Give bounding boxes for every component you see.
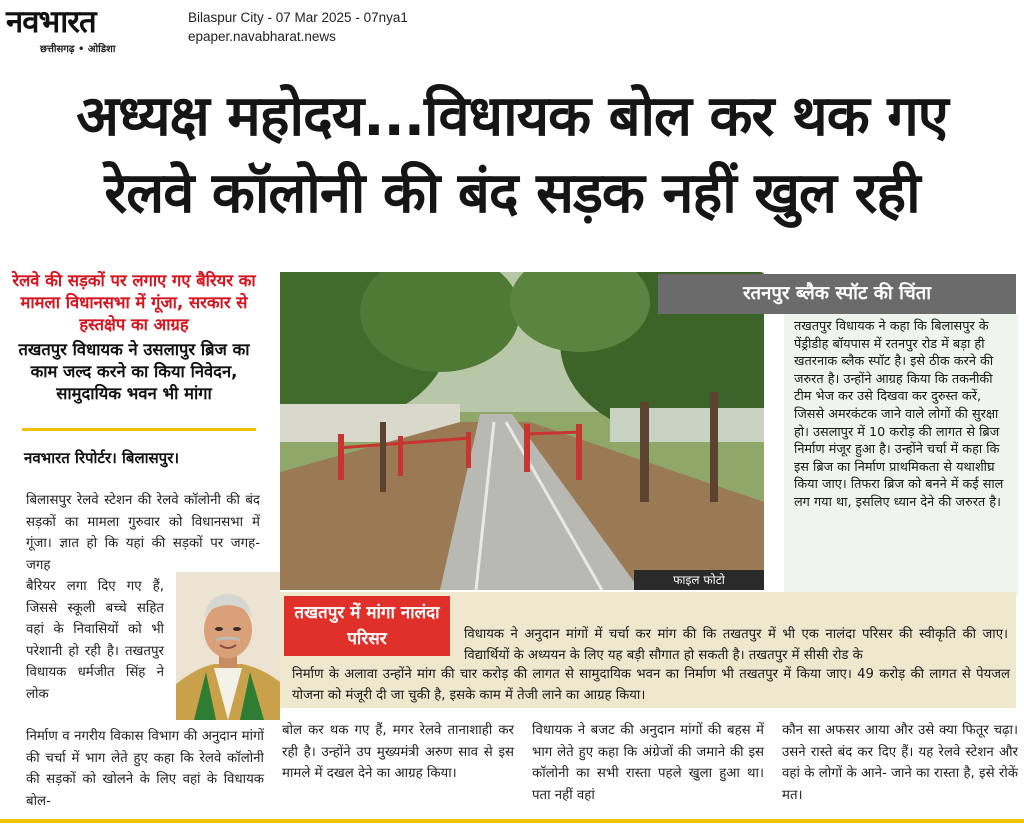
article-paragraph-1: बिलासपुर रेलवे स्टेशन की रेलवे कॉलोनी की बंद सड़कों का मामला गुरुवार को विधानसभा में गूंजा। ज्ञात हो कि यहां की सड़कों पर जगह- जगह <box>26 493 260 573</box>
logo-region: छत्तीसगढ़ • ओडिशा <box>40 44 116 55</box>
sidebar-title: रतनपुर ब्लैक स्पॉट की चिंता <box>658 274 1016 314</box>
road-barrier-photo <box>280 272 764 590</box>
deck-black-text: तखतपुर विधायक ने उसलापुर ब्रिज का काम जल्द करने का किया निवेदन, सामुदायिक भवन भी मांगा <box>18 340 250 403</box>
nalanda-paragraph-1: विधायक ने अनुदान मांगों में चर्चा कर मांग की कि तखतपुर में भी एक नालंदा परिसर की स्वीकृति की जाए। विद्यार्थियों के अध्ययन के लिए यह बड़ी सौगात हो सकती है। तखतपुर में सीसी रोड के <box>464 627 1008 663</box>
byline: नवभारत रिपोर्टर। बिलासपुर। <box>24 449 180 467</box>
edition-meta <box>188 8 408 46</box>
mla-portrait <box>176 572 280 720</box>
article-paragraph-1-cont: बैरियर लगा दिए गए हैं, जिससे स्कूली बच्चे सहित वहां के निवासियों को भी परेशानी हो रही है। तखतपुर विधायक धर्मजीत सिंह ने लोक <box>26 579 164 702</box>
newspaper-logo[interactable] <box>6 4 176 54</box>
bottom-divider <box>0 819 1024 823</box>
article-paragraph-1-end: निर्माण व नगरीय विकास विभाग की अनुदान मांगों की चर्चा में भाग लेते हुए कहा कि रेलवे कॉलोनी की सड़कों को खोलने के लिए वहां के विधायक बोल- <box>26 729 264 809</box>
edition-line: Bilaspur City - 07 Mar 2025 - 07nya1 <box>188 10 408 25</box>
nalanda-label: तखतपुर में मांगा नालंदा परिसर <box>284 596 450 656</box>
article-column-4: कौन सा अफसर आया और उसे क्या फितूर चढ़ा। उसने रास्ते बंद कर दिए हैं। यह रेलवे स्टेशन और वहां के लोगों के आने- जाने का रास्ता है, इसे रोकें मत। <box>782 723 1018 803</box>
article-column-2: बोल कर थक गए हैं, मगर रेलवे तानाशाही कर रही है। उन्होंने उप मुख्यमंत्री अरुण साव से इस मामले में दखल देने का आग्रह किया। <box>282 723 514 781</box>
portrait-image <box>176 572 280 720</box>
site-url[interactable]: epaper.navabharat.news <box>188 29 336 44</box>
headline-line-1: अध्यक्ष महोदय...विधायक बोल कर थक गए <box>76 84 948 149</box>
sidebar-text: तखतपुर विधायक ने कहा कि बिलासपुर के पेंड्रीडीह बॉयपास में रतनपुर रोड में बड़ा ही खतरनाक ब्लैक स्पॉट है। इसे ठीक करने की जरुरत है। उन्होंने आग्रह किया कि तकनीकी टीम भेज कर उसे दिखवा कर दुरुस्त करें, जिससे अमरकंटक जाने वाले लोगों की सुरक्षा हो। उसलापुर में 10 करोड़ की लागत से ब्रिज निर्माण मंजूर हुआ है। उन्होंने चर्चा में कहा कि इस ब्रिज का निर्माण प्राथमिकता से यथाशीघ्र किया जाए। तिफरा ब्रिज को बनने में कई साल लग गया था, इसलिए ध्यान देने की जरुरत है। <box>794 319 1004 510</box>
article-column-3: विधायक ने बजट की अनुदान मांगों की बहस में भाग लेते हुए कहा कि अंग्रेजों की जमाने की इस कॉलोनी का सभी रास्ता पहले खुला हुआ था। पता नहीं वहां <box>532 723 764 803</box>
deck <box>8 270 260 405</box>
nalanda-paragraph-2: निर्माण के अलावा उन्होंने मांग की चार करोड़ की लागत से सामुदायिक भवन का निर्माण भी तखतपुर में किया जाए। 49 करोड़ की लागत से पेयजल योजना को मंजूरी दी जा चुकी है, इसके काम में तेजी लाने का आग्रह किया। <box>292 667 1010 703</box>
photo-image <box>280 272 764 590</box>
logo-wordmark: नवभारत <box>6 4 96 40</box>
deck-red-text: रेलवे की सड़कों पर लगाए गए बैरियर का मामला विधानसभा में गूंजा, सरकार से हस्तक्षेप का आग्रह <box>12 271 256 334</box>
masthead <box>0 0 1024 58</box>
photo-caption: फाइल फोटो <box>634 570 764 590</box>
headline-line-2: रेलवे कॉलोनी की बंद सड़क नहीं खुल रही <box>104 161 920 226</box>
deck-divider <box>22 428 256 431</box>
